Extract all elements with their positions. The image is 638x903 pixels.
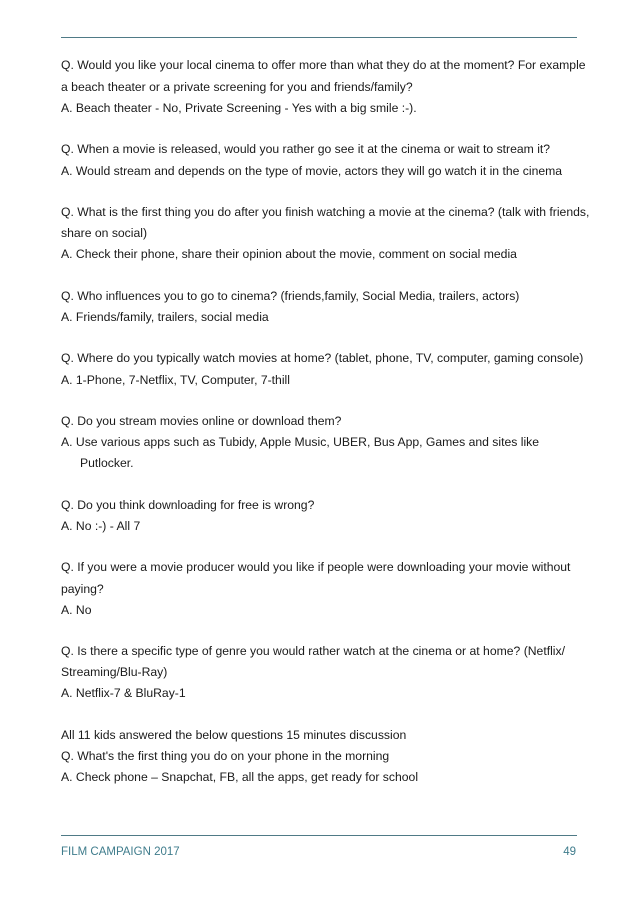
question-line: Q. When a movie is released, would you rather go see it at the cinema or wait to stream it?	[61, 142, 551, 156]
question-line: Q. Do you think downloading for free is wrong?	[61, 498, 315, 512]
question-line: Q. Where do you typically watch movies at home? (tablet, phone, TV, computer, gaming console)	[61, 351, 584, 365]
question-line: Q. What's the first thing you do on your phone in the morning	[61, 749, 390, 763]
page-number: 49	[563, 846, 576, 858]
answer-line: A. Beach theater - No, Private Screening - Yes with a big smile :-).	[61, 101, 417, 115]
question-line: share on social)	[61, 226, 148, 240]
question-line: Q. What is the first thing you do after you finish watching a movie at the cinema? (talk with friends,	[61, 205, 590, 219]
answer-line: A. Use various apps such as Tubidy, Apple Music, UBER, Bus App, Games and sites like	[61, 435, 540, 449]
answer-line: A. Friends/family, trailers, social media	[61, 310, 269, 324]
question-line: Q. If you were a movie producer would you like if people were downloading your movie without	[61, 560, 571, 574]
answer-line: A. No :-) - All 7	[61, 519, 141, 533]
discussion-intro: All 11 kids answered the below questions 15 minutes discussion	[61, 728, 407, 742]
question-line: Streaming/Blu-Ray)	[61, 665, 168, 679]
question-line: Q. Is there a specific type of genre you would rather watch at the cinema or at home? (Netflix/	[61, 644, 565, 658]
question-line: a beach theater or a private screening for you and friends/family?	[61, 80, 413, 94]
question-line: paying?	[61, 582, 104, 596]
answer-line: A. Would stream and depends on the type of movie, actors they will go watch it in the cinema	[61, 164, 563, 178]
answer-line: A. Check their phone, share their opinion about the movie, comment on social media	[61, 247, 517, 261]
header-rule	[61, 37, 577, 38]
question-line: Q. Who influences you to go to cinema? (friends,family, Social Media, trailers, actors)	[61, 289, 520, 303]
footer-rule	[61, 835, 577, 836]
question-line: Q. Would you like your local cinema to offer more than what they do at the moment? For example	[61, 58, 586, 72]
question-line: Q. Do you stream movies online or download them?	[61, 414, 342, 428]
answer-line: Putlocker.	[80, 456, 134, 470]
answer-line: A. No	[61, 603, 92, 617]
footer-title: FILM CAMPAIGN 2017	[61, 846, 180, 858]
answer-line: A. 1-Phone, 7-Netflix, TV, Computer, 7-thill	[61, 373, 290, 387]
answer-line: A. Netflix-7 & BluRay-1	[61, 686, 186, 700]
answer-line: A. Check phone – Snapchat, FB, all the apps, get ready for school	[61, 770, 419, 784]
